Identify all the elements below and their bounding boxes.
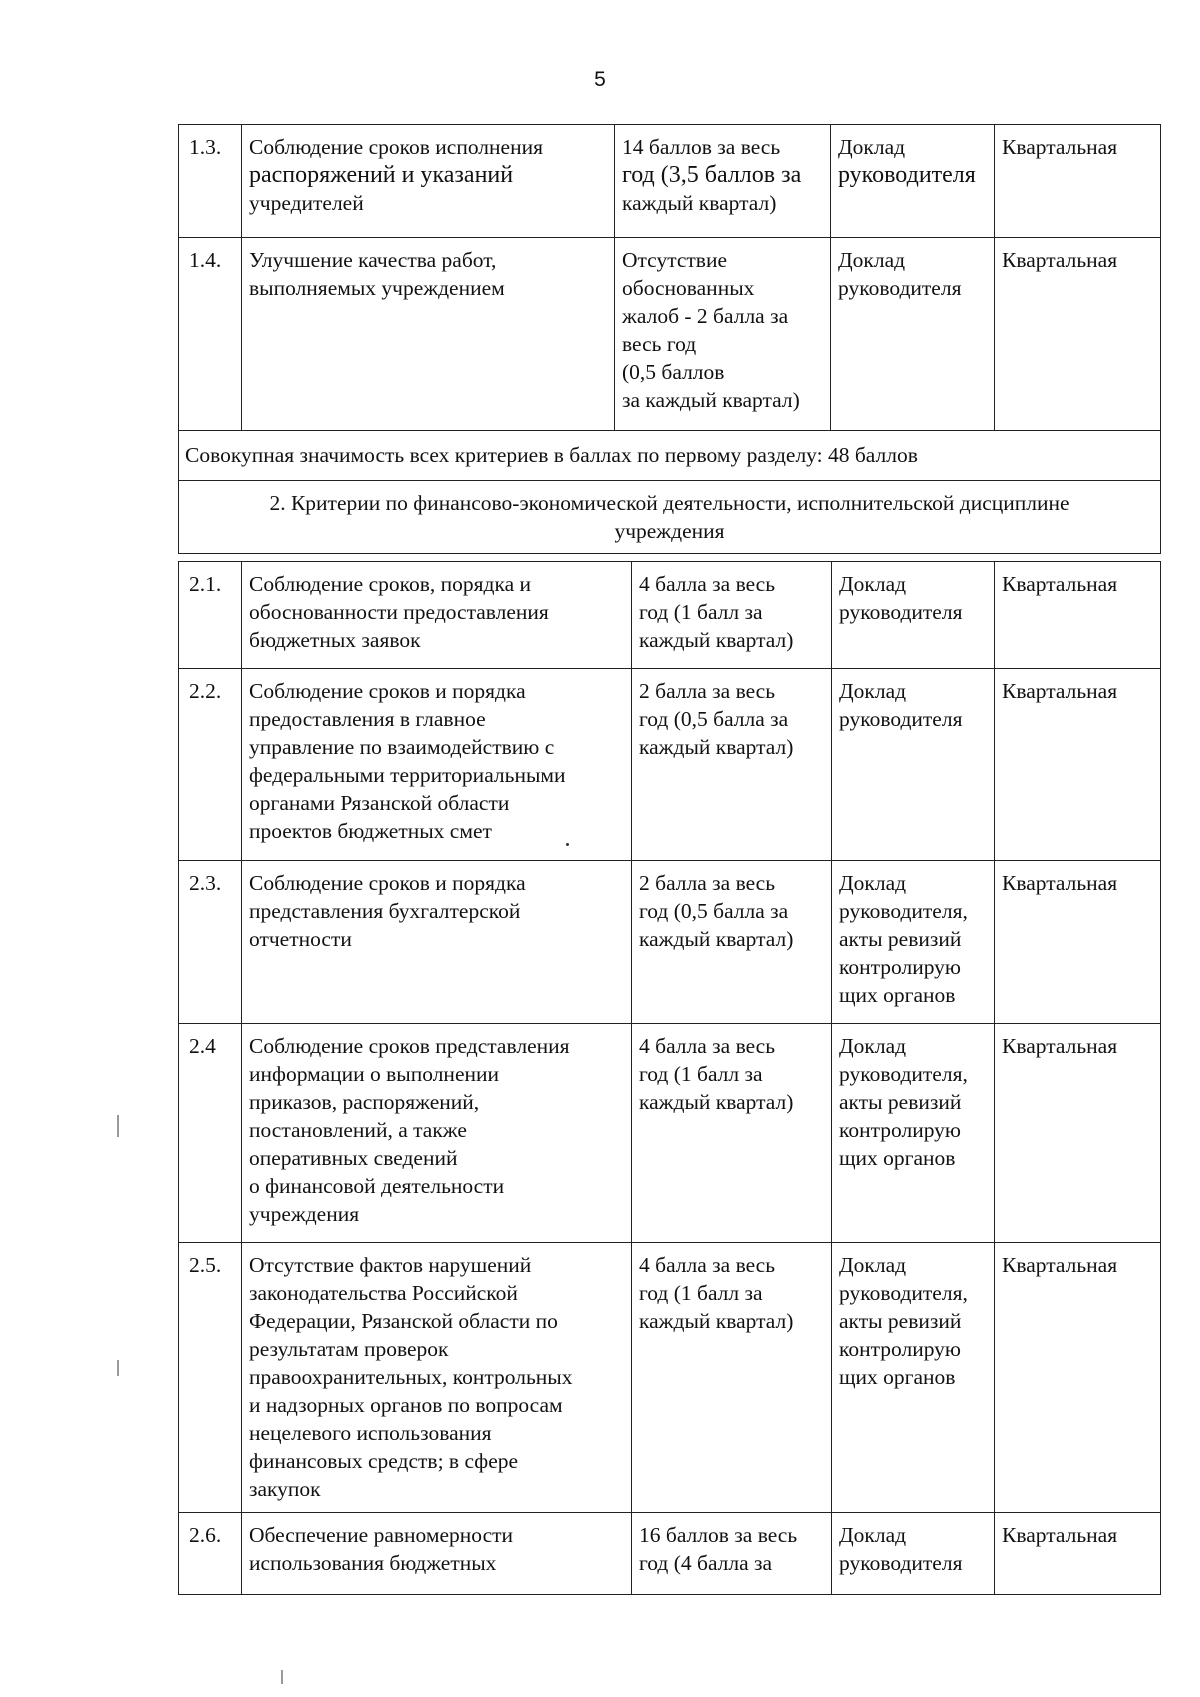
period-cell: Квартальная xyxy=(995,125,1161,238)
period-cell: Квартальная xyxy=(995,562,1161,669)
points-line: 2 балла за весь xyxy=(639,871,776,895)
section-heading-line: 2. Критерии по финансово-экономической деятельности, исполнительской дисциплине xyxy=(269,491,1070,515)
points-line: год (1 балл за xyxy=(639,1062,763,1086)
criterion-line: закупок xyxy=(249,1477,321,1501)
points-line: каждый квартал) xyxy=(639,927,794,951)
points-cell xyxy=(632,1243,832,1513)
criterion-line: результатам проверок xyxy=(249,1337,449,1361)
source-cell xyxy=(831,125,995,238)
source-cell xyxy=(832,1243,995,1513)
scan-edge-mark xyxy=(117,1115,119,1137)
criterion-line: представления бухгалтерской xyxy=(249,899,521,923)
points-line: (0,5 баллов xyxy=(622,360,725,384)
criterion-line: постановлений, а также xyxy=(249,1118,467,1142)
section-heading-line: учреждения xyxy=(614,519,725,543)
scan-edge-mark xyxy=(281,1670,283,1684)
source-line: руководителя xyxy=(839,1551,963,1575)
scan-speck xyxy=(566,843,569,846)
criterion-line: Федерации, Рязанской области по xyxy=(249,1309,558,1333)
criterion-line: выполняемых учреждением xyxy=(249,276,505,300)
criterion-line: Соблюдение сроков и порядка xyxy=(249,871,526,895)
points-line: 4 балла за весь xyxy=(639,572,776,596)
table-row xyxy=(179,861,1161,1024)
section-heading xyxy=(179,481,1161,554)
points-line: за каждый квартал) xyxy=(622,388,800,412)
criterion-line: распоряжений и указаний xyxy=(249,162,514,188)
source-cell xyxy=(832,1024,995,1243)
criterion-line: учредителей xyxy=(249,191,364,215)
period-cell: Квартальная xyxy=(995,238,1161,431)
criterion-line: отчетности xyxy=(249,927,352,951)
criterion-line: управление по взаимодействию с xyxy=(249,735,555,759)
points-cell xyxy=(615,238,831,431)
criterion-cell xyxy=(242,669,632,861)
source-line: руководителя, xyxy=(839,1281,968,1305)
source-line: Доклад xyxy=(839,572,907,596)
row-number: 1.4. xyxy=(179,238,242,431)
source-line: Доклад xyxy=(838,248,906,272)
source-line: контролирую xyxy=(839,1118,961,1142)
criterion-cell xyxy=(242,1513,632,1595)
total-row xyxy=(179,431,1161,481)
table-row xyxy=(179,238,1161,431)
points-line: 4 балла за весь xyxy=(639,1034,776,1058)
period-cell: Квартальная xyxy=(995,1513,1161,1595)
source-line: контролирую xyxy=(839,1337,961,1361)
page-number: 5 xyxy=(594,68,606,91)
points-line: весь год xyxy=(622,332,697,356)
source-line: руководителя xyxy=(839,600,963,624)
points-line: год (0,5 балла за xyxy=(639,707,789,731)
points-cell xyxy=(632,669,832,861)
row-number: 1.3. xyxy=(179,125,242,238)
criterion-cell xyxy=(242,1024,632,1243)
source-line: руководителя xyxy=(839,707,963,731)
source-line: акты ревизий xyxy=(839,1309,962,1333)
source-cell xyxy=(832,1513,995,1595)
points-line: каждый квартал) xyxy=(639,628,794,652)
period-cell: Квартальная xyxy=(995,861,1161,1024)
table-row xyxy=(179,562,1161,669)
table-row xyxy=(179,1024,1161,1243)
source-line: Доклад xyxy=(839,1034,907,1058)
scan-edge-mark xyxy=(117,1360,119,1376)
criterion-line: о финансовой деятельности xyxy=(249,1174,505,1198)
points-cell xyxy=(615,125,831,238)
criterion-line: Соблюдение сроков представления xyxy=(249,1034,570,1058)
section-heading-row xyxy=(179,481,1161,554)
source-line: Доклад xyxy=(839,1253,907,1277)
points-cell xyxy=(632,861,832,1024)
source-line: руководителя xyxy=(838,162,976,188)
points-line: каждый квартал) xyxy=(639,735,794,759)
criterion-line: нецелевого использования xyxy=(249,1421,492,1445)
table-row xyxy=(179,1513,1161,1595)
points-line: 16 баллов за весь xyxy=(639,1523,798,1547)
source-line: руководителя, xyxy=(839,1062,968,1086)
row-number: 2.2. xyxy=(179,669,242,861)
period-cell: Квартальная xyxy=(995,1243,1161,1513)
source-line: Доклад xyxy=(839,871,907,895)
source-line: руководителя xyxy=(838,276,962,300)
criterion-line: оперативных сведений xyxy=(249,1146,458,1170)
points-line: 4 балла за весь xyxy=(639,1253,776,1277)
criterion-line: федеральными территориальными xyxy=(249,763,566,787)
criterion-line: Соблюдение сроков, порядка и xyxy=(249,572,532,596)
points-line: жалоб - 2 балла за xyxy=(622,304,789,328)
source-cell xyxy=(832,562,995,669)
criteria-table-section-2 xyxy=(178,561,1161,1595)
source-line: щих органов xyxy=(839,1146,956,1170)
total-text: Совокупная значимость всех критериев в баллах по первому разделу: 48 баллов xyxy=(179,431,1161,481)
points-line: обоснованных xyxy=(622,276,755,300)
points-line: каждый квартал) xyxy=(622,191,777,215)
points-line: Отсутствие xyxy=(622,248,727,272)
criterion-line: правоохранительных, контрольных xyxy=(249,1365,573,1389)
points-line: год (0,5 балла за xyxy=(639,899,789,923)
criterion-cell xyxy=(242,125,615,238)
points-line: 14 баллов за весь xyxy=(622,135,781,159)
criterion-line: учреждения xyxy=(249,1202,360,1226)
points-cell xyxy=(632,1513,832,1595)
row-number: 2.1. xyxy=(179,562,242,669)
source-line: Доклад xyxy=(839,1523,907,1547)
criterion-cell xyxy=(242,238,615,431)
period-cell: Квартальная xyxy=(995,1024,1161,1243)
criterion-line: приказов, распоряжений, xyxy=(249,1090,480,1114)
table-row xyxy=(179,669,1161,861)
source-cell xyxy=(831,238,995,431)
table-row xyxy=(179,1243,1161,1513)
criterion-cell xyxy=(242,861,632,1024)
criterion-line: использования бюджетных xyxy=(249,1551,497,1575)
row-number: 2.5. xyxy=(179,1243,242,1513)
criterion-line: законодательства Российской xyxy=(249,1281,518,1305)
points-line: год (1 балл за xyxy=(639,1281,763,1305)
points-line: год (3,5 баллов за xyxy=(622,162,802,188)
row-number: 2.3. xyxy=(179,861,242,1024)
criterion-line: бюджетных заявок xyxy=(249,628,421,652)
criterion-line: проектов бюджетных смет xyxy=(249,819,492,843)
criterion-cell xyxy=(242,1243,632,1513)
table-row xyxy=(179,125,1161,238)
criterion-line: обоснованности предоставления xyxy=(249,600,549,624)
criterion-line: предоставления в главное xyxy=(249,707,486,731)
points-cell xyxy=(632,1024,832,1243)
criterion-line: Обеспечение равномерности xyxy=(249,1523,514,1547)
criterion-cell xyxy=(242,562,632,669)
criterion-line: Соблюдение сроков и порядка xyxy=(249,679,526,703)
points-line: каждый квартал) xyxy=(639,1090,794,1114)
source-line: акты ревизий xyxy=(839,927,962,951)
criterion-line: и надзорных органов по вопросам xyxy=(249,1393,563,1417)
source-cell xyxy=(832,669,995,861)
source-cell xyxy=(832,861,995,1024)
source-line: акты ревизий xyxy=(839,1090,962,1114)
row-number: 2.4 xyxy=(179,1024,242,1243)
source-line: Доклад xyxy=(838,135,906,159)
source-line: Доклад xyxy=(839,679,907,703)
row-number: 2.6. xyxy=(179,1513,242,1595)
criterion-line: Отсутствие фактов нарушений xyxy=(249,1253,532,1277)
points-line: 2 балла за весь xyxy=(639,679,776,703)
criterion-line: органами Рязанской области xyxy=(249,791,510,815)
criteria-table xyxy=(178,124,1161,554)
period-cell: Квартальная xyxy=(995,669,1161,861)
source-line: щих органов xyxy=(839,983,956,1007)
criterion-line: Соблюдение сроков исполнения xyxy=(249,135,543,159)
source-line: контролирую xyxy=(839,955,961,979)
points-line: год (4 балла за xyxy=(639,1551,773,1575)
source-line: щих органов xyxy=(839,1365,956,1389)
criterion-line: финансовых средств; в сфере xyxy=(249,1449,519,1473)
criterion-line: Улучшение качества работ, xyxy=(249,248,497,272)
points-line: год (1 балл за xyxy=(639,600,763,624)
points-line: каждый квартал) xyxy=(639,1309,794,1333)
source-line: руководителя, xyxy=(839,899,968,923)
criterion-line: информации о выполнении xyxy=(249,1062,500,1086)
points-cell xyxy=(632,562,832,669)
